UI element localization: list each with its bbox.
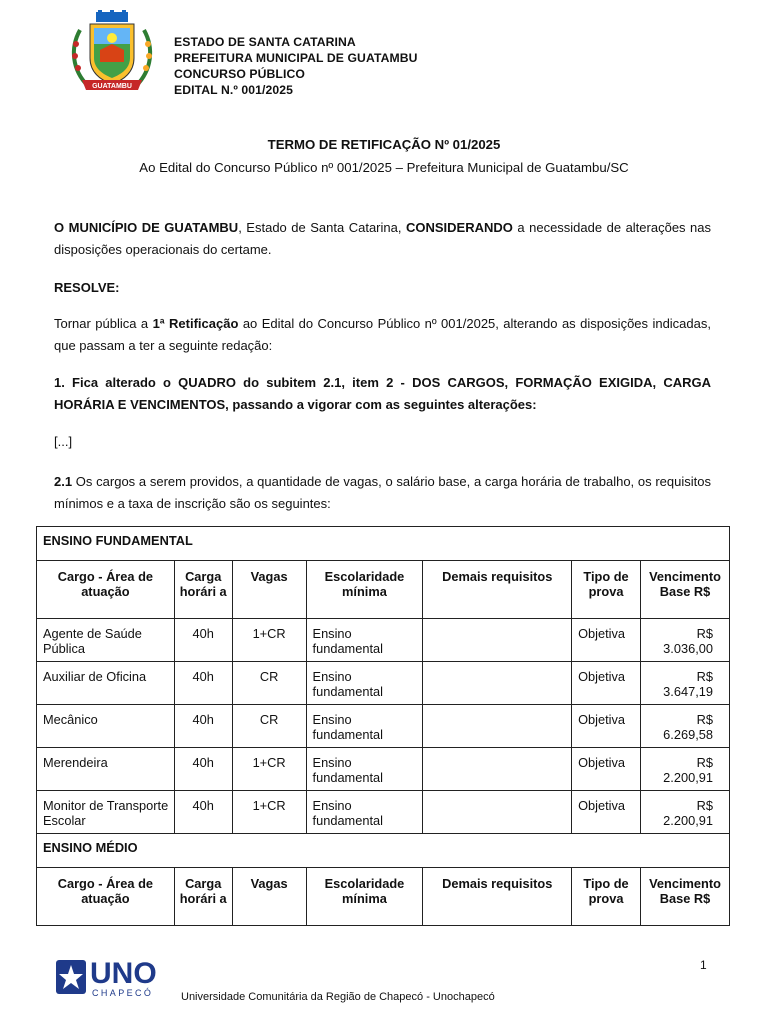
intro-considerando: CONSIDERANDO — [405, 220, 513, 235]
header-row — [37, 561, 730, 619]
cell-demais — [423, 748, 572, 791]
cell-escolaridade: Ensino fundamental — [306, 791, 423, 834]
header-row — [37, 868, 730, 926]
venc-currency: R$ — [696, 755, 713, 770]
col-header-vencimento: Vencimento Base R$ — [641, 561, 730, 619]
cell-carga: 40h — [174, 662, 232, 705]
cell-demais — [423, 705, 572, 748]
publica-text-1: Tornar pública a — [54, 316, 153, 331]
venc-currency: R$ — [696, 626, 713, 641]
municipal-crest — [66, 10, 158, 98]
cell-demais — [423, 619, 572, 662]
logo-sub-text: CHAPECÓ — [92, 988, 154, 998]
col-header-carga: Carga horári a — [174, 561, 232, 619]
publica-text-2: ao Edital do Concurso Público nº 001/2025, alterando as disposições indicadas, que passam a ter a seguinte redação: — [54, 316, 711, 353]
intro-paragraph — [54, 217, 711, 261]
cell-tipo: Objetiva — [572, 791, 641, 834]
footer-institution: Universidade Comunitária da Região de Chapecó - Unochapecó — [181, 991, 495, 1003]
col-header-cargo: Cargo - Área de atuação — [37, 868, 175, 926]
intro-text-1: , Estado de Santa Catarina, — [238, 220, 406, 235]
cell-carga: 40h — [174, 791, 232, 834]
cell-vagas: 1+CR — [232, 748, 306, 791]
resolve-heading: RESOLVE: — [54, 280, 120, 295]
col-header-escolaridade: Escolaridade mínima — [306, 868, 423, 926]
cell-tipo: Objetiva — [572, 619, 641, 662]
cell-vencimento — [641, 791, 730, 834]
col-header-demais: Demais requisitos — [423, 561, 572, 619]
table-row — [37, 662, 730, 705]
section-medio: ENSINO MÉDIO — [37, 834, 730, 868]
col-header-vagas: Vagas — [232, 561, 306, 619]
cell-cargo: Agente de Saúde Pública — [37, 619, 175, 662]
document-header — [174, 34, 418, 98]
table-body-fundamental — [37, 527, 730, 926]
venc-value: 2.200,91 — [663, 770, 713, 785]
cell-carga: 40h — [174, 619, 232, 662]
cell-vencimento — [641, 619, 730, 662]
publica-bold: 1ª Retificação — [152, 316, 239, 331]
col-header-tipo: Tipo de prova — [572, 868, 641, 926]
logo-main-text: UNO — [90, 957, 157, 990]
cargos-table — [36, 526, 730, 926]
intro-text-2: a necessidade de alterações nas disposições operacionais do certame. — [54, 220, 712, 257]
venc-currency: R$ — [696, 669, 713, 684]
table-row — [37, 619, 730, 662]
table-row — [37, 705, 730, 748]
col-header-vagas: Vagas — [232, 868, 306, 926]
col-header-cargo: Cargo - Área de atuação — [37, 561, 175, 619]
item-1-paragraph: 1. Fica alterado o QUADRO do subitem 2.1, item 2 - DOS CARGOS, FORMAÇÃO EXIGIDA, CARGA HORÁRIA E VENCIMENTOS, passando a vigorar com as seguintes alterações: — [54, 375, 711, 412]
section-row-fundamental — [37, 527, 730, 561]
cell-cargo: Merendeira — [37, 748, 175, 791]
cell-vagas: CR — [232, 705, 306, 748]
document-title: TERMO DE RETIFICAÇÃO Nº 01/2025 — [267, 137, 501, 152]
venc-currency: R$ — [696, 798, 713, 813]
cell-tipo: Objetiva — [572, 748, 641, 791]
cell-escolaridade: Ensino fundamental — [306, 619, 423, 662]
cell-vencimento — [641, 662, 730, 705]
publica-paragraph — [54, 313, 711, 357]
cell-escolaridade: Ensino fundamental — [306, 705, 423, 748]
item-2-1-number: 2.1 — [54, 474, 73, 489]
venc-value: 3.036,00 — [663, 641, 713, 656]
intro-municipio: O MUNICÍPIO DE GUATAMBU — [54, 220, 239, 235]
document-subtitle: Ao Edital do Concurso Público nº 001/2025 – Prefeitura Municipal de Guatambu/SC — [139, 160, 629, 175]
cell-cargo: Mecânico — [37, 705, 175, 748]
item-2-1-text: Os cargos a serem providos, a quantidade de vagas, o salário base, a carga horária de trabalho, os requisitos mínimos e a taxa de inscrição são os seguintes: — [54, 474, 711, 511]
cell-tipo: Objetiva — [572, 662, 641, 705]
venc-currency: R$ — [696, 712, 713, 727]
cell-cargo: Monitor de Transporte Escolar — [37, 791, 175, 834]
ellipsis: [...] — [54, 434, 73, 449]
venc-value: 6.269,58 — [663, 727, 713, 742]
col-header-carga: Carga horári a — [174, 868, 232, 926]
col-header-demais: Demais requisitos — [423, 868, 572, 926]
unochapeco-logo — [56, 956, 176, 998]
header-edital: EDITAL N.º 001/2025 — [174, 83, 294, 97]
venc-value: 3.647,19 — [663, 684, 713, 699]
col-header-vencimento: Vencimento Base R$ — [641, 868, 730, 926]
cell-vagas: CR — [232, 662, 306, 705]
cell-escolaridade: Ensino fundamental — [306, 748, 423, 791]
header-concurso: CONCURSO PÚBLICO — [174, 67, 305, 81]
crest-ribbon-text: GUATAMBU — [92, 83, 132, 90]
cell-carga: 40h — [174, 705, 232, 748]
cell-vencimento — [641, 705, 730, 748]
cell-vagas: 1+CR — [232, 791, 306, 834]
venc-value: 2.200,91 — [663, 813, 713, 828]
table-row — [37, 748, 730, 791]
cell-vencimento — [641, 748, 730, 791]
table-row — [37, 791, 730, 834]
cell-demais — [423, 791, 572, 834]
col-header-escolaridade: Escolaridade mínima — [306, 561, 423, 619]
cell-tipo: Objetiva — [572, 705, 641, 748]
cell-escolaridade: Ensino fundamental — [306, 662, 423, 705]
col-header-tipo: Tipo de prova — [572, 561, 641, 619]
cell-demais — [423, 662, 572, 705]
cell-vagas: 1+CR — [232, 619, 306, 662]
page-number: 1 — [700, 958, 707, 972]
section-fundamental: ENSINO FUNDAMENTAL — [37, 527, 730, 561]
cell-cargo: Auxiliar de Oficina — [37, 662, 175, 705]
header-prefeitura: PREFEITURA MUNICIPAL DE GUATAMBU — [174, 51, 418, 65]
item-2-1-paragraph — [54, 471, 711, 515]
section-row-medio — [37, 834, 730, 868]
cell-carga: 40h — [174, 748, 232, 791]
header-state: ESTADO DE SANTA CATARINA — [174, 35, 356, 49]
